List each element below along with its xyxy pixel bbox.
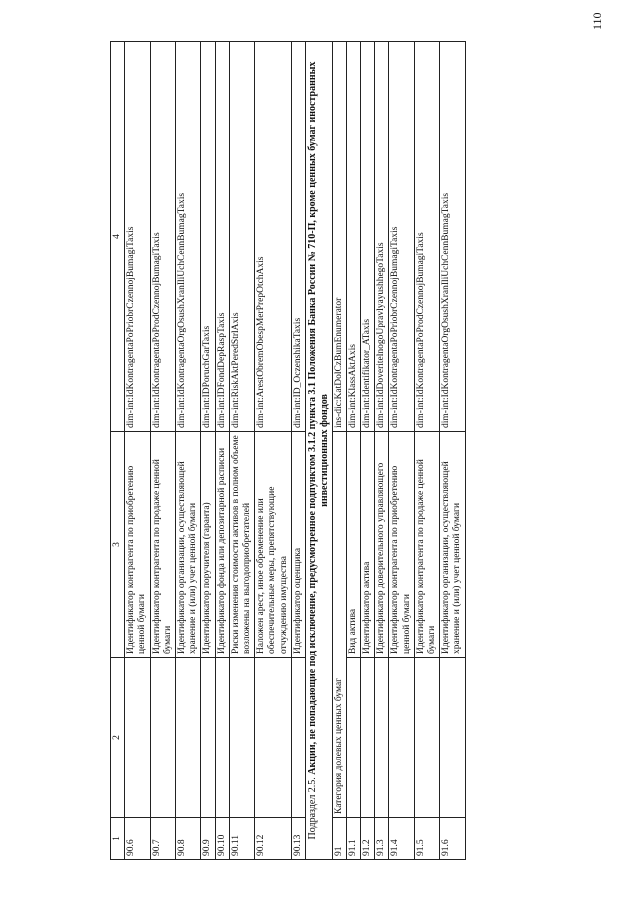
table-row [389, 42, 414, 860]
row-description: Идентификатор доверительного управляющего [375, 432, 389, 658]
row-category [375, 658, 389, 818]
row-description: Идентификатор актива [361, 432, 375, 658]
row-code: 90.12 [255, 818, 292, 860]
header-col-2: 2 [111, 658, 125, 818]
row-dimension: dim-int:Identifikator_ATaxis [361, 42, 375, 432]
table-body-part-1 [125, 42, 465, 860]
row-dimension: dim-int:ID_OczenshikaTaxis [291, 42, 305, 432]
row-description: Идентификатор контрагента по продаже ценной бумаги [150, 432, 175, 658]
row-category [125, 658, 150, 818]
row-dimension: dim-int:RiskAktPeredStrlAxis [229, 42, 254, 432]
page-number: 110 [590, 12, 604, 30]
table-row [215, 42, 229, 860]
section-heading-row [306, 42, 333, 860]
row-dimension: dim-int:IdDoveritelnogoUpravlyayushhegoTaxis [375, 42, 389, 432]
table-row [150, 42, 175, 860]
section-prefix: Подраздел 2.5. [307, 774, 319, 840]
row-dimension: dim-int:IdKontragentaPoProdCzennojBumagiTaxis [150, 42, 175, 432]
row-code: 91 [332, 818, 346, 860]
row-code: 91.1 [346, 818, 360, 860]
row-code: 91.4 [389, 818, 414, 860]
table-row [440, 42, 465, 860]
row-dimension: dim-int:IdKontragentaOrgOsushXranIliUchCennBumagTaxis [176, 42, 201, 432]
row-category [150, 658, 175, 818]
row-description: Идентификатор организации, осуществляющей хранение и (или) учет ценной бумаги [440, 432, 465, 658]
table-row [125, 42, 150, 860]
row-category [291, 658, 305, 818]
row-code: 90.7 [150, 818, 175, 860]
document-table [110, 41, 466, 860]
row-code: 90.9 [201, 818, 215, 860]
row-description: Идентификатор поручителя (гаранта) [201, 432, 215, 658]
row-description: Идентификатор фонда или депозитарной расписки [215, 432, 229, 658]
table-row [414, 42, 439, 860]
table-row [291, 42, 305, 860]
row-code: 91.6 [440, 818, 465, 860]
row-dimension: dim-int:IdKontragentaPoPriobrCzennojBumagiTaxis [125, 42, 150, 432]
row-category [389, 658, 414, 818]
row-description: Вид актива [346, 432, 360, 658]
row-category: Категория долевых ценных бумаг [332, 432, 346, 818]
row-code: 90.8 [176, 818, 201, 860]
table-row [176, 42, 201, 860]
row-code: 91.5 [414, 818, 439, 860]
row-description: Риски изменения стоимости активов в полном объеме возложены на выгодоприобретателей [229, 432, 254, 658]
row-category [229, 658, 254, 818]
row-dimension: dim-int:IDFondDepRaspTaxis [215, 42, 229, 432]
row-category [176, 658, 201, 818]
section-title: Акции, не попадающие под исключение, предусмотренное подпунктом 3.1.2 пункта 3.1 Положения Банка России № 710-П, кроме ценных бумаг иностранных инвестиционных фондов [307, 61, 330, 775]
row-description: Идентификатор контрагента по продаже ценной бумаги [414, 432, 439, 658]
row-code: 91.3 [375, 818, 389, 860]
row-category [361, 658, 375, 818]
row-description: Наложен арест, иное обременение или обеспечительные меры, препятствующие отчуждению имущества [255, 432, 292, 658]
section-heading [306, 42, 333, 860]
row-category [201, 658, 215, 818]
header-col-1: 1 [111, 818, 125, 860]
table-row [255, 42, 292, 860]
row-description: Идентификатор организации, осуществляющей хранение и (или) учет ценной бумаги [176, 432, 201, 658]
header-col-3: 3 [111, 432, 125, 658]
row-dimension: dim-int:KlassAktAxis [346, 42, 360, 432]
row-code: 90.13 [291, 818, 305, 860]
row-dimension: dim-int:IdKontragentaPoProdCzennojBumagiTaxis [414, 42, 439, 432]
row-code: 91.2 [361, 818, 375, 860]
row-category [440, 658, 465, 818]
table-row [346, 42, 360, 860]
row-description: Идентификатор контрагента по приобретению ценной бумаги [389, 432, 414, 658]
row-dimension: dim-int:IdKontragentaOrgOsushXranIliUchCennBumagTaxis [440, 42, 465, 432]
row-dimension: dim-int:ArestObremObespMerPrepOtchAxis [255, 42, 292, 432]
table-row [201, 42, 215, 860]
row-dimension: ins-dic:KatDolCzBumEnumerator [332, 42, 346, 432]
row-dimension: dim-int:IDPoruchGarTaxis [201, 42, 215, 432]
header-col-4: 4 [111, 42, 125, 432]
table-row [361, 42, 375, 860]
row-description: Идентификатор оценщика [291, 432, 305, 658]
table-row [375, 42, 389, 860]
table-row [332, 42, 346, 860]
row-code: 90.10 [215, 818, 229, 860]
table-header-row [111, 42, 125, 860]
row-category [414, 658, 439, 818]
row-code: 90.11 [229, 818, 254, 860]
row-category [255, 658, 292, 818]
table-row [229, 42, 254, 860]
row-dimension: dim-int:IdKontragentaPoPriobrCzennojBumagiTaxis [389, 42, 414, 432]
row-code: 90.6 [125, 818, 150, 860]
row-description: Идентификатор контрагента по приобретению ценной бумаги [125, 432, 150, 658]
row-category [215, 658, 229, 818]
row-category [346, 658, 360, 818]
